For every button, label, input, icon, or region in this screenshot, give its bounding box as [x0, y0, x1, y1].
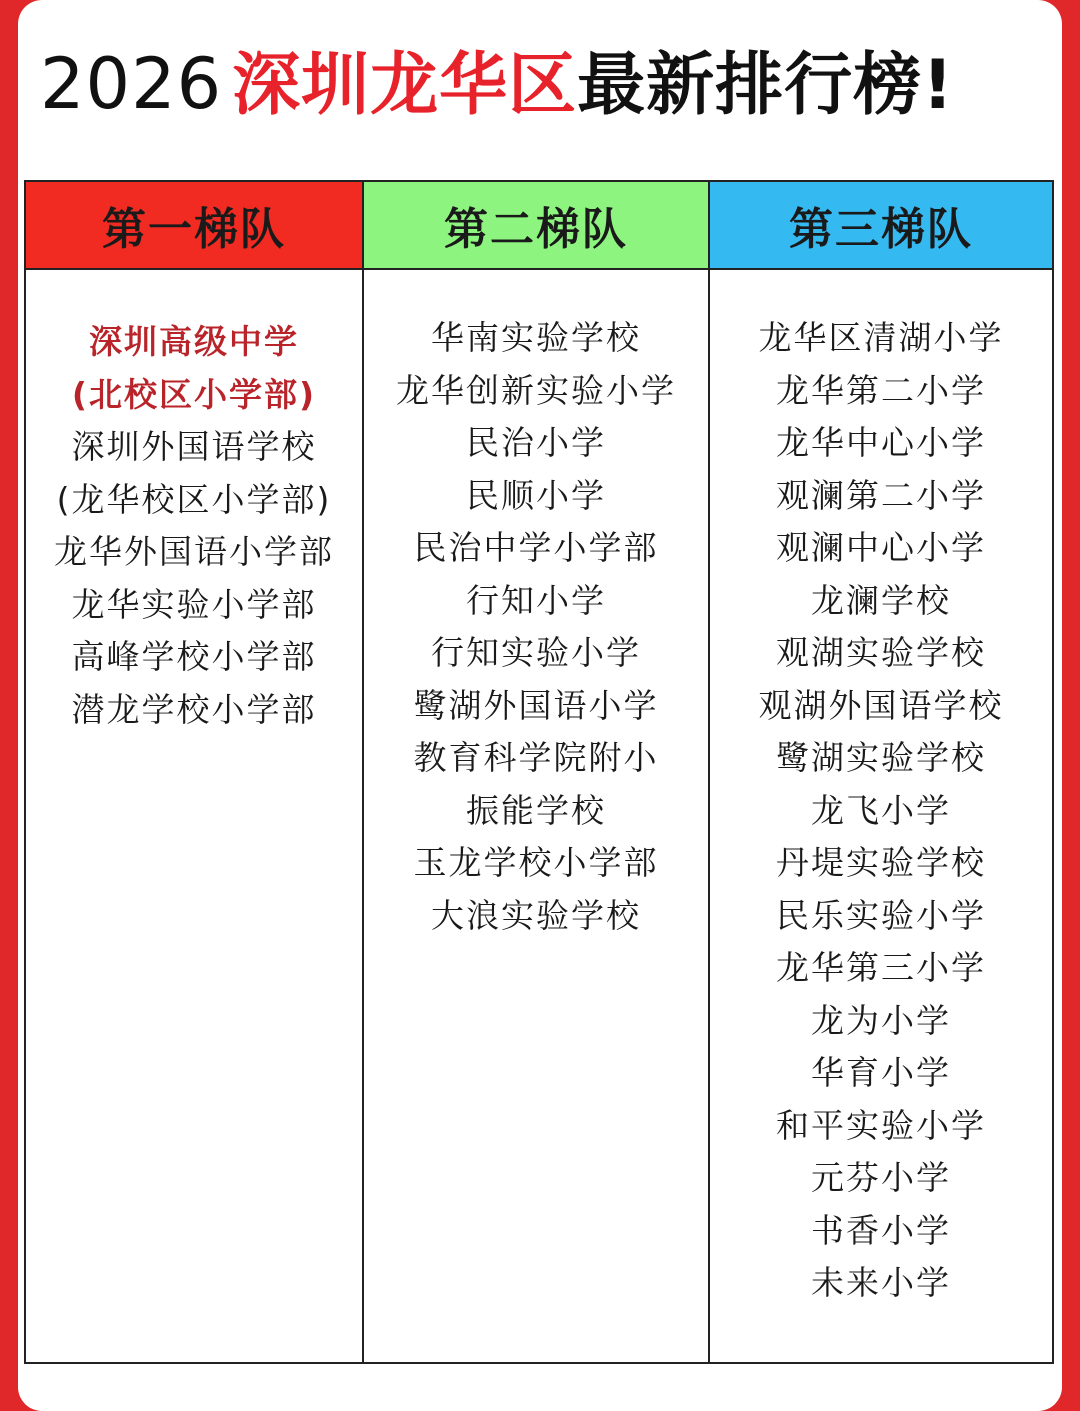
title-district: 深圳龙华区: [232, 46, 578, 125]
list-item: 华育小学: [811, 1053, 951, 1092]
ranking-table: [24, 180, 1054, 1364]
list-item: 丹堤实验学校: [776, 843, 986, 882]
list-item: 行知实验小学: [431, 633, 641, 672]
list-item: 行知小学: [466, 580, 606, 620]
list-item: 民乐实验小学: [776, 895, 986, 935]
list-item: 民顺小学: [466, 475, 606, 515]
tier-3-column: [708, 182, 1052, 1362]
list-item: 振能学校: [466, 790, 606, 830]
list-item: 龙华第三小学: [776, 948, 986, 987]
list-item: 深圳高级中学: [89, 322, 299, 361]
list-item: 龙澜学校: [811, 580, 951, 620]
list-item: 潜龙学校小学部: [71, 689, 317, 729]
tier-1-list: [26, 270, 362, 736]
list-item: 未来小学: [811, 1263, 951, 1302]
tier-1-column: [26, 182, 362, 1362]
list-item: 龙华区清湖小学: [758, 318, 1004, 357]
list-item: 龙为小学: [811, 1000, 951, 1040]
list-item: 龙飞小学: [811, 790, 951, 830]
tier-2-column: [362, 182, 708, 1362]
list-item: 龙华外国语小学部: [54, 532, 334, 571]
tier-1-header: 第一梯队: [26, 182, 362, 270]
tier-2-header: 第二梯队: [364, 182, 708, 270]
list-item: 元芬小学: [811, 1158, 951, 1197]
list-item: 观澜第二小学: [776, 475, 986, 515]
list-item: 大浪实验学校: [431, 895, 641, 935]
list-item: 鹭湖外国语小学: [413, 685, 659, 725]
list-item: 民治中学小学部: [413, 528, 659, 567]
tier-3-header: 第三梯队: [710, 182, 1052, 270]
title-suffix: 最新排行榜!: [577, 46, 955, 125]
list-item: 教育科学院附小: [413, 738, 659, 777]
tier-3-list: [710, 270, 1052, 1310]
list-item: 龙华创新实验小学: [396, 370, 676, 410]
list-item: 高峰学校小学部: [71, 637, 317, 676]
list-item: 龙华实验小学部: [71, 584, 317, 624]
list-item: 书香小学: [811, 1210, 951, 1250]
list-item: 玉龙学校小学部: [413, 843, 659, 882]
list-item: 观澜中心小学: [776, 528, 986, 567]
page-title: [40, 34, 1080, 134]
list-item: 龙华第二小学: [776, 370, 986, 410]
list-item: 民治小学: [466, 423, 606, 462]
list-item: 和平实验小学: [776, 1105, 986, 1145]
list-item: 观湖外国语学校: [758, 685, 1004, 725]
list-item: 观湖实验学校: [776, 633, 986, 672]
list-item: 鹭湖实验学校: [776, 738, 986, 777]
list-item: 华南实验学校: [431, 318, 641, 357]
list-item: (龙华校区小学部): [56, 479, 332, 519]
title-year: 2026: [40, 43, 223, 125]
list-item: (北校区小学部): [71, 374, 317, 414]
list-item: 深圳外国语学校: [71, 427, 317, 466]
list-item: 龙华中心小学: [776, 423, 986, 462]
tier-2-list: [364, 270, 708, 942]
